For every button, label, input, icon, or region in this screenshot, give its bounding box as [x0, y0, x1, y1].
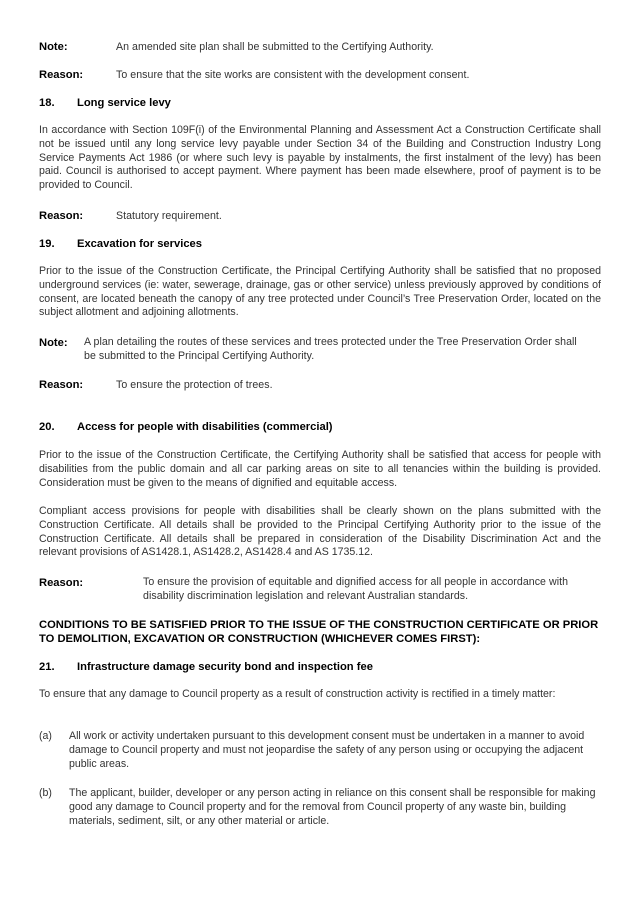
section-number: 20. — [39, 421, 55, 433]
section-19-body: Prior to the issue of the Construction Certificate, the Principal Certifying Authority shall be satisfied that no proposed underground services (ie: water, sewerage, drainage, gas or other service) unless previously approved by conditions of consent, are located beneath the canopy of any tree protected under Council’s Tree Preservation Order, located on the subject allotment and adjoining allotments. — [39, 265, 601, 319]
section-19-heading — [39, 237, 202, 251]
section-18-heading — [39, 96, 171, 110]
section-number: 21. — [39, 661, 55, 673]
section-title: Infrastructure damage security bond and inspection fee — [77, 661, 373, 673]
reason-text: To ensure the provision of equitable and dignified access for all people in accordance with disability discrimination legislation and relevant Australian standards. — [143, 576, 569, 602]
note-label: Note: — [39, 41, 68, 53]
conditions-heading: CONDITIONS TO BE SATISFIED PRIOR TO THE ISSUE OF THE CONSTRUCTION CERTIFICATE OR PRIOR TO DEMOLITION, EXCAVATION OR CONSTRUCTION (WHICHEVER COMES FIRST): — [39, 619, 599, 645]
reason-text: To ensure that the site works are consistent with the development consent. — [116, 69, 470, 81]
section-title: Long service levy — [77, 97, 171, 109]
section-18-body: In accordance with Section 109F(i) of the Environmental Planning and Assessment Act a Construction Certificate shall not be issued until any long service levy payable under Section 34 of the Building and Construction Industry Long Service Payments Act 1986 (or where such levy is payable by instalments, the first instalment of the levy) has been paid. Council is authorised to accept payment. Where payment has been made elsewhere, proof of payment is to be provided to Council. — [39, 124, 601, 192]
section-20-heading — [39, 420, 333, 434]
item-key: (b) — [39, 787, 52, 799]
reason-text: To ensure the protection of trees. — [116, 379, 273, 391]
reason-label: Reason: — [39, 210, 84, 222]
item-text: All work or activity undertaken pursuant to this development consent must be undertaken in a manner to avoid damage to Council property and must not jeopardise the safety of any person using or occupying the adjacent public areas. — [69, 730, 585, 770]
section-21-intro: To ensure that any damage to Council property as a result of construction activity is rectified in a timely matter: — [39, 688, 556, 700]
section-21-heading — [39, 660, 373, 674]
reason-label: Reason: — [39, 577, 84, 589]
section-title: Access for people with disabilities (commercial) — [77, 421, 333, 433]
note-text: An amended site plan shall be submitted to the Certifying Authority. — [116, 41, 434, 53]
reason-text: Statutory requirement. — [116, 210, 222, 222]
section-title: Excavation for services — [77, 238, 202, 250]
item-text: The applicant, builder, developer or any person acting in reliance on this consent shall be responsible for making good any damage to Council property and for the removal from Council property of any waste bin, building materials, sediment, silt, or any other material or article. — [69, 787, 596, 827]
section-20-body-1: Prior to the issue of the Construction Certificate, the Certifying Authority shall be satisfied that access for people with disabilities from the public domain and all car parking areas on site to all tenancies within the building is provided. Consideration must be given to the means of dignified and equitable access. — [39, 449, 601, 489]
note-label: Note: — [39, 337, 68, 349]
section-20-body-2: Compliant access provisions for people with disabilities shall be clearly shown on the plans submitted with the Construction Certificate. All details shall be provided to the Principal Certifying Authority prior to the issue of the Construction Certificate. All details shall be prepared in consideration of the Disability Discrimination Act and the relevant provisions of AS1428.1, AS1428.2, AS1428.4 and AS 1735.12. — [39, 505, 601, 559]
item-key: (a) — [39, 730, 52, 742]
section-number: 18. — [39, 97, 55, 109]
reason-label: Reason: — [39, 379, 84, 391]
note-text: A plan detailing the routes of these services and trees protected under the Tree Preservation Order shall be submitted to the Principal Certifying Authority. — [84, 336, 577, 362]
section-number: 19. — [39, 238, 55, 250]
reason-label: Reason: — [39, 69, 84, 81]
